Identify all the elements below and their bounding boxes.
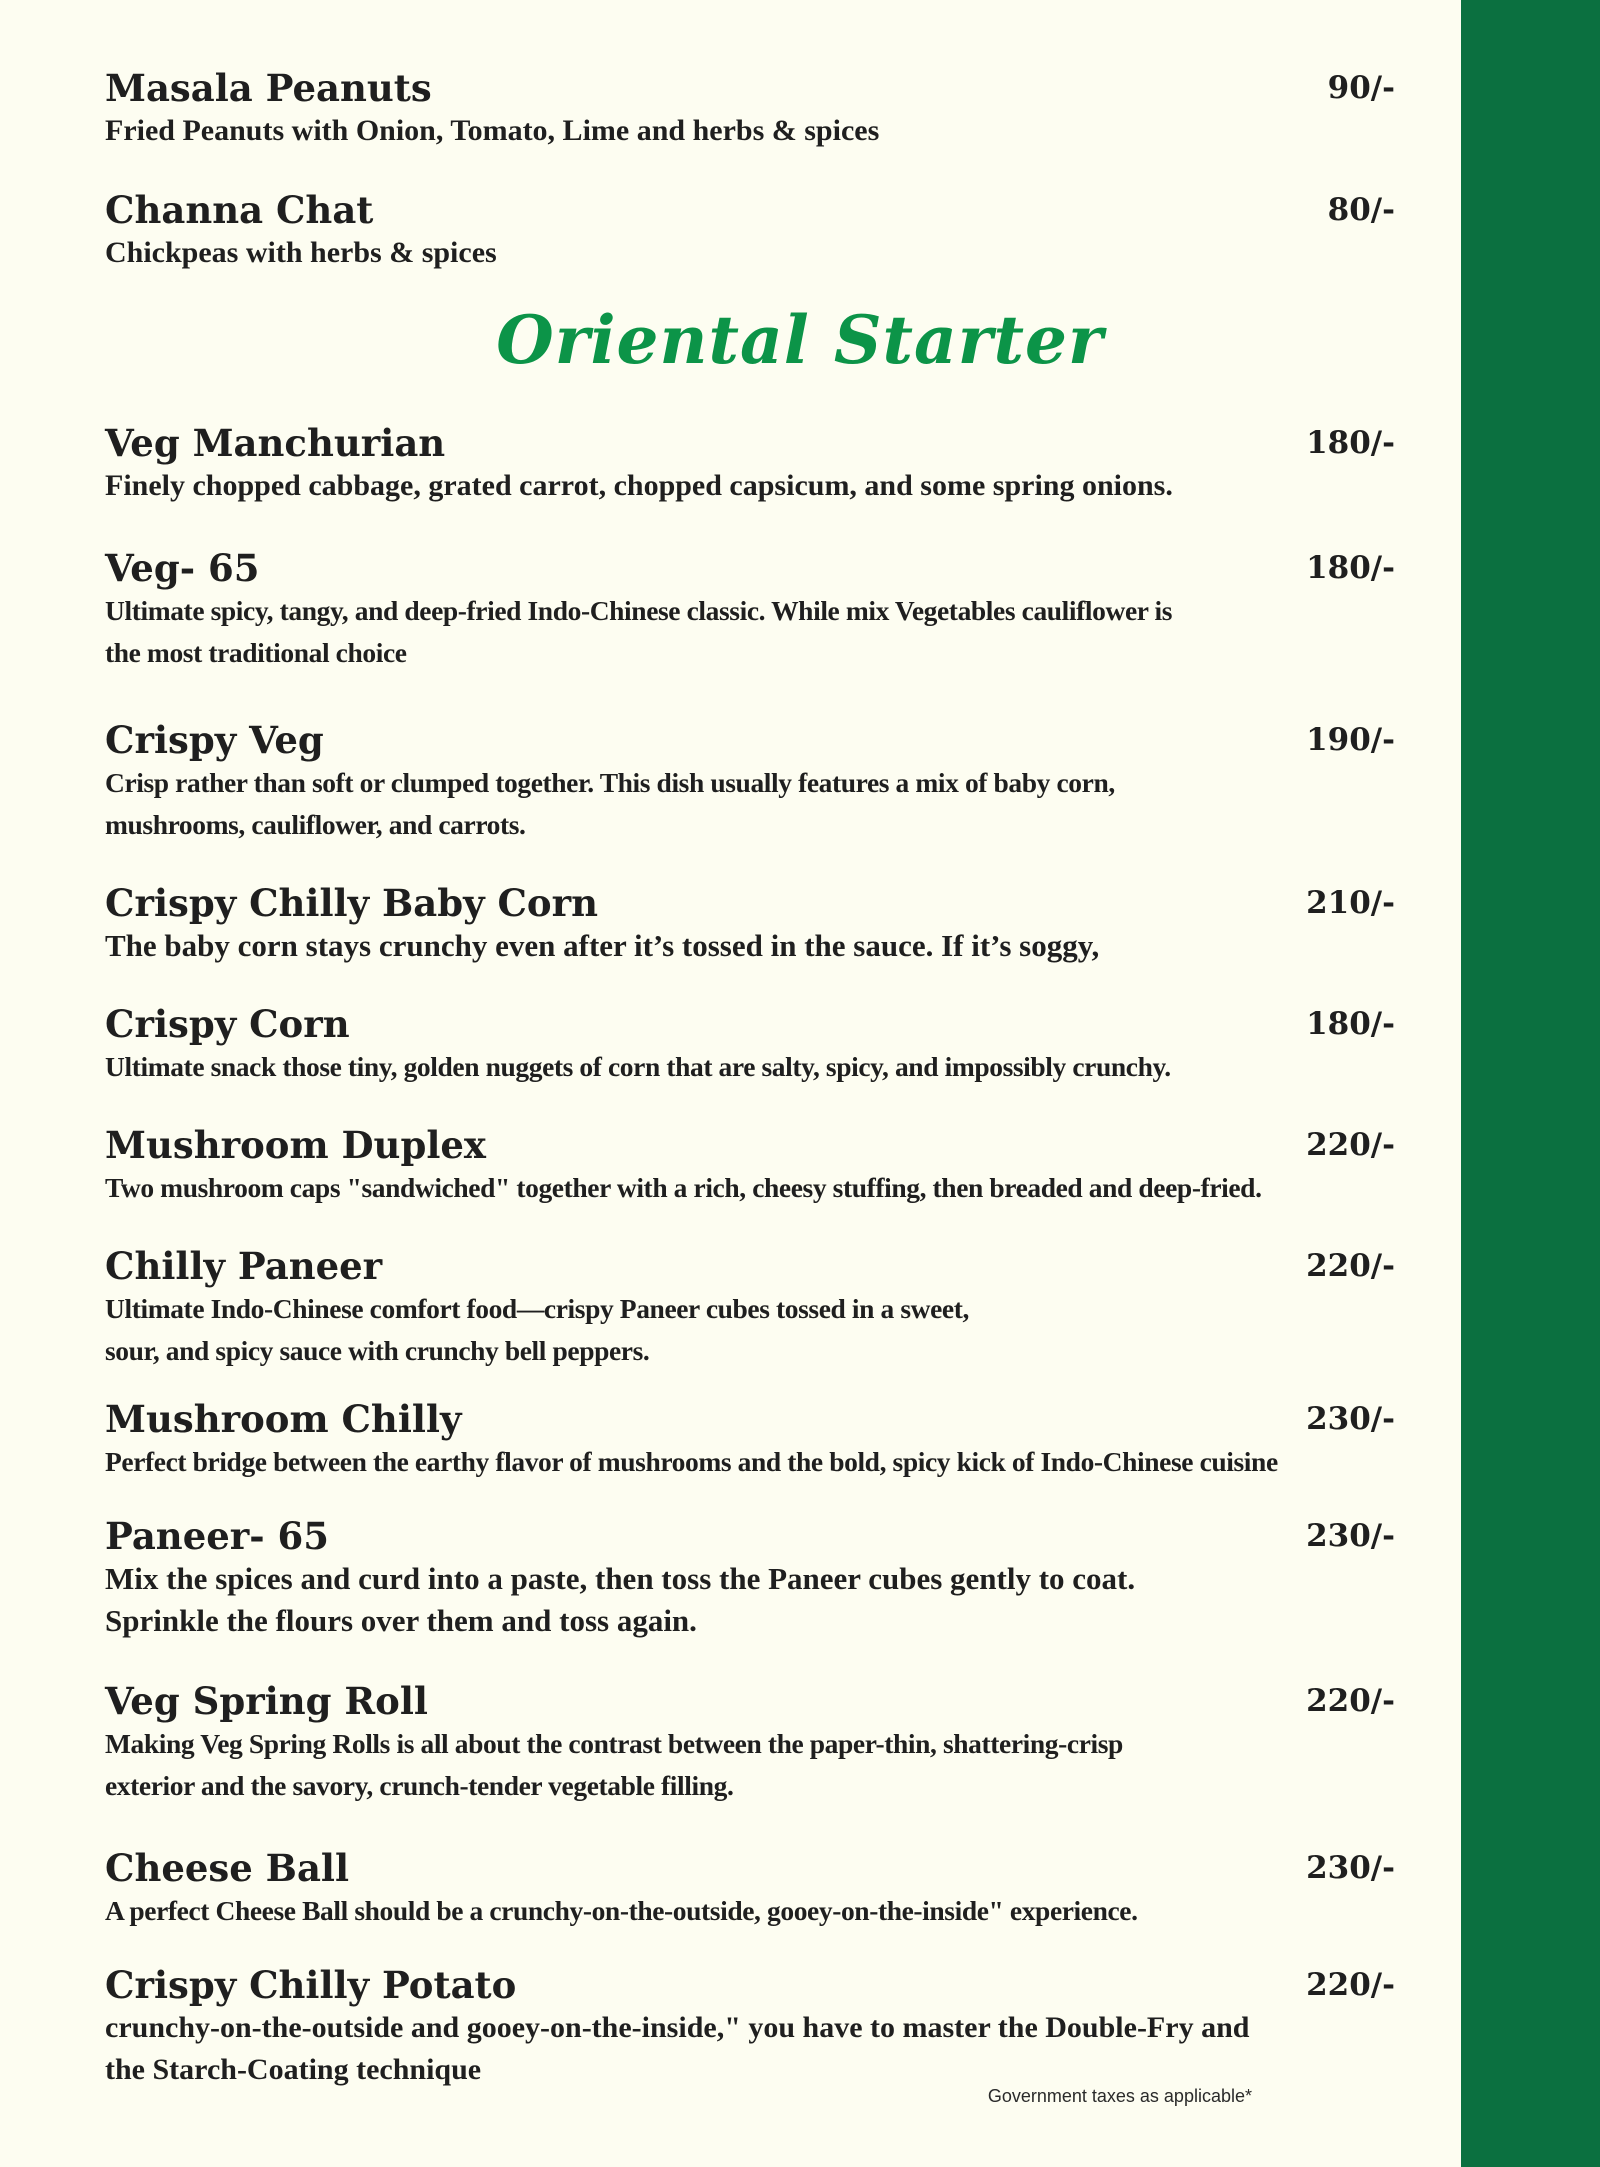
item-description-line: Ultimate spicy, tangy, and deep-fried Indo-Chinese classic. While mix Vegetables cauliflower is <box>105 595 1173 626</box>
item-description-line: Ultimate Indo-Chinese comfort food—crispy Paneer cubes tossed in a sweet, <box>105 1293 969 1324</box>
item-description <box>105 925 1335 967</box>
menu-item-chilly-paneer <box>105 1244 1395 1372</box>
item-description-line: The baby corn stays crunchy even after it’s tossed in the sauce. If it’s soggy, <box>105 928 1100 963</box>
item-price: 220/- <box>1306 1127 1395 1163</box>
item-description-line: Fried Peanuts with Onion, Tomato, Lime and herbs & spices <box>105 114 880 147</box>
item-description <box>105 590 1335 674</box>
item-description-line: Making Veg Spring Rolls is all about the contrast between the paper-thin, shattering-crisp <box>105 1728 1123 1759</box>
item-description <box>105 1890 1335 1932</box>
item-description-line: Ultimate snack those tiny, golden nuggets of corn that are salty, spicy, and impossibly crunchy. <box>105 1051 1171 1082</box>
item-description <box>105 2007 1335 2091</box>
item-price: 180/- <box>1306 1006 1395 1042</box>
item-description-line: Sprinkle the flours over them and toss again. <box>105 1603 697 1638</box>
item-name: Crispy Chilly Potato <box>105 1963 517 2007</box>
item-description <box>105 1441 1335 1483</box>
item-description-line: exterior and the savory, crunch-tender vegetable filling. <box>105 1770 734 1801</box>
menu-item-veg-spring-roll <box>105 1679 1395 1807</box>
item-name: Veg- 65 <box>105 546 260 590</box>
item-description-line: Chickpeas with herbs & spices <box>105 236 497 269</box>
menu-item-crispy-veg <box>105 718 1395 846</box>
item-description-line: Mix the spices and curd into a paste, then toss the Paneer cubes gently to coat. <box>105 1561 1136 1596</box>
item-price: 230/- <box>1306 1850 1395 1886</box>
item-description <box>105 1167 1335 1209</box>
item-description-line: the most traditional choice <box>105 637 407 668</box>
item-name: Channa Chat <box>105 188 374 232</box>
item-description-line: crunchy-on-the-outside and gooey-on-the-inside," you have to master the Double-Fry and <box>105 2011 1250 2044</box>
item-price: 220/- <box>1306 1683 1395 1719</box>
item-price: 80/- <box>1327 192 1395 228</box>
item-price: 180/- <box>1306 425 1395 461</box>
menu-item-mushroom-duplex <box>105 1123 1395 1209</box>
menu-item-cheese-ball <box>105 1846 1395 1932</box>
item-name: Crispy Chilly Baby Corn <box>105 881 598 925</box>
item-description-line: Perfect bridge between the earthy flavor of mushrooms and the bold, spicy kick of Indo-Chinese cuisine <box>105 1446 1278 1477</box>
item-price: 90/- <box>1327 70 1395 106</box>
item-description-line: sour, and spicy sauce with crunchy bell peppers. <box>105 1335 650 1366</box>
item-description <box>105 1723 1335 1807</box>
item-description-line: Crisp rather than soft or clumped together. This dish usually features a mix of baby corn, <box>105 767 1115 798</box>
item-name: Veg Spring Roll <box>105 1679 428 1723</box>
item-name: Veg Manchurian <box>105 421 446 465</box>
item-name: Masala Peanuts <box>105 66 432 110</box>
menu-item-paneer-65 <box>105 1514 1395 1642</box>
item-description-line: Two mushroom caps "sandwiched" together with a rich, cheesy stuffing, then breaded and deep-fried. <box>105 1172 1262 1203</box>
item-description-line: the Starch-Coating technique <box>105 2053 482 2086</box>
item-name: Chilly Paneer <box>105 1244 383 1288</box>
item-description <box>105 232 1335 274</box>
item-description <box>105 465 1335 507</box>
item-description-line: mushrooms, cauliflower, and carrots. <box>105 809 526 840</box>
item-description <box>105 1288 1335 1372</box>
item-description-line: Finely chopped cabbage, grated carrot, chopped capsicum, and some spring onions. <box>105 469 1173 502</box>
item-description <box>105 1046 1335 1088</box>
item-price: 220/- <box>1306 1248 1395 1284</box>
item-name: Mushroom Chilly <box>105 1397 462 1441</box>
menu-item-crispy-chilly-potato <box>105 1963 1395 2091</box>
section-title: Oriental Starter <box>496 301 1104 379</box>
item-description <box>105 1558 1335 1642</box>
item-name: Crispy Corn <box>105 1002 350 1046</box>
menu-item-crispy-corn <box>105 1002 1395 1088</box>
item-price: 230/- <box>1306 1518 1395 1554</box>
item-name: Paneer- 65 <box>105 1514 330 1558</box>
menu-item-mushroom-chilly <box>105 1397 1395 1483</box>
item-description <box>105 762 1335 846</box>
tax-footnote: Government taxes as applicable* <box>987 2086 1252 2106</box>
item-name: Mushroom Duplex <box>105 1123 486 1167</box>
item-name: Crispy Veg <box>105 718 324 762</box>
item-price: 210/- <box>1306 885 1395 921</box>
item-price: 180/- <box>1306 550 1395 586</box>
menu-item-channa-chat <box>105 188 1395 274</box>
menu-item-crispy-chilly-baby-corn <box>105 881 1395 967</box>
item-price: 190/- <box>1306 722 1395 758</box>
menu-item-veg-manchurian <box>105 421 1395 507</box>
menu-item-veg-65 <box>105 546 1395 674</box>
menu-item-masala-peanuts <box>105 66 1395 152</box>
item-price: 220/- <box>1306 1967 1395 2003</box>
item-name: Cheese Ball <box>105 1846 350 1890</box>
item-description-line: A perfect Cheese Ball should be a crunchy-on-the-outside, gooey-on-the-inside" experience. <box>105 1895 1138 1926</box>
item-price: 230/- <box>1306 1401 1395 1437</box>
item-description <box>105 110 1335 152</box>
